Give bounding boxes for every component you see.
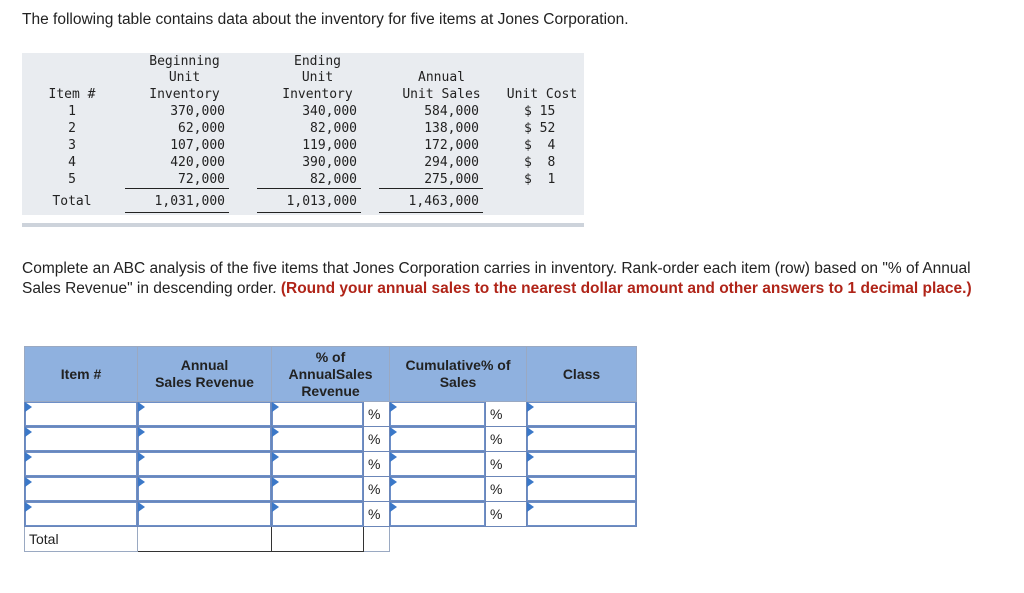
class-input-field[interactable] (527, 502, 640, 526)
class-input[interactable] (527, 452, 637, 477)
pct-symbol: % (364, 427, 390, 452)
table-row (25, 427, 637, 452)
pct-input[interactable] (272, 452, 364, 477)
row-2-beginning: 62,000 (178, 121, 225, 136)
row-2-item: 2 (68, 121, 76, 136)
cumulative-input[interactable] (390, 427, 486, 452)
cumulative-pct-symbol: % (486, 427, 527, 452)
header-annual-1: Annual (418, 70, 465, 85)
row-4-cost: $ 8 (524, 155, 556, 170)
total-blank-cell (527, 527, 637, 552)
cumulative-pct-symbol: % (486, 502, 527, 527)
pct-input[interactable] (272, 502, 364, 527)
class-input[interactable] (527, 477, 637, 502)
cumulative-input-field[interactable] (390, 502, 489, 526)
total-revenue-input[interactable] (138, 527, 272, 552)
item-input[interactable] (25, 502, 138, 527)
pct-input-field[interactable] (272, 477, 367, 501)
cumulative-input-field[interactable] (390, 477, 489, 501)
row-3-item: 3 (68, 138, 76, 153)
total-revenue-input-field[interactable] (138, 527, 275, 551)
header-beginning-1: Beginning (149, 54, 220, 69)
header-unit-cost: Unit Cost (506, 87, 578, 102)
item-input[interactable] (25, 477, 138, 502)
header-beginning-3: Inventory (149, 87, 220, 102)
total-blank-cell (390, 527, 486, 552)
class-input-field[interactable] (527, 477, 640, 501)
cumulative-input-field[interactable] (390, 452, 489, 476)
pct-input-field[interactable] (272, 502, 367, 526)
pct-input[interactable] (272, 477, 364, 502)
class-input[interactable] (527, 502, 637, 527)
pct-input[interactable] (272, 402, 364, 427)
item-input[interactable] (25, 427, 138, 452)
row-4-ending: 390,000 (302, 155, 357, 170)
row-1-item: 1 (68, 104, 76, 119)
total-empty-cell (364, 527, 390, 552)
inventory-table (22, 53, 584, 215)
header-beginning-2: Unit (168, 70, 201, 85)
total-row (25, 527, 637, 552)
header-annual-2: Unit Sales (402, 87, 481, 102)
col-header-pct: % of AnnualSales Revenue (272, 347, 390, 402)
revenue-input[interactable] (138, 477, 272, 502)
total-row-label: Total (25, 527, 138, 552)
row-2-cost: $ 52 (524, 121, 556, 136)
row-1-cost: $ 15 (524, 104, 556, 119)
item-input-field[interactable] (25, 502, 141, 526)
item-input-field[interactable] (25, 427, 141, 451)
row-5-ending: 82,000 (310, 172, 357, 187)
revenue-input-field[interactable] (138, 452, 275, 476)
total-ending: 1,013,000 (286, 194, 357, 209)
class-input-field[interactable] (527, 402, 640, 426)
row-5-annual: 275,000 (424, 172, 479, 187)
intro-text: The following table contains data about the inventory for five items at Jones Corporation. (22, 11, 629, 28)
cumulative-input[interactable] (390, 477, 486, 502)
cumulative-input-field[interactable] (390, 427, 489, 451)
revenue-input[interactable] (138, 402, 272, 427)
cumulative-input[interactable] (390, 502, 486, 527)
total-blank-cell (486, 527, 527, 552)
instructions (22, 259, 982, 299)
pct-symbol: % (364, 502, 390, 527)
total-annual: 1,463,000 (408, 194, 479, 209)
row-5-cost: $ 1 (524, 172, 556, 187)
revenue-input[interactable] (138, 502, 272, 527)
total-beginning: 1,031,000 (154, 194, 225, 209)
col-header-revenue: Annual Sales Revenue (138, 347, 272, 402)
total-rule-beginning (125, 188, 229, 189)
class-input[interactable] (527, 402, 637, 427)
row-3-annual: 172,000 (424, 138, 479, 153)
class-input-field[interactable] (527, 427, 640, 451)
cumulative-pct-symbol: % (486, 452, 527, 477)
header-ending-3: Inventory (282, 87, 353, 102)
total-pct-input[interactable] (272, 527, 364, 552)
cumulative-input[interactable] (390, 452, 486, 477)
item-input[interactable] (25, 402, 138, 427)
col-header-item: Item # (25, 347, 138, 402)
row-2-ending: 82,000 (310, 121, 357, 136)
table-bottom-rule (22, 223, 584, 227)
revenue-input-field[interactable] (138, 427, 275, 451)
row-1-ending: 340,000 (302, 104, 357, 119)
item-input[interactable] (25, 452, 138, 477)
revenue-input-field[interactable] (138, 502, 275, 526)
cumulative-pct-symbol: % (486, 477, 527, 502)
table-row (25, 402, 637, 427)
pct-symbol: % (364, 402, 390, 427)
table-row (25, 452, 637, 477)
total-double-rule-beginning (125, 212, 229, 213)
cumulative-pct-symbol: % (486, 402, 527, 427)
pct-symbol: % (364, 477, 390, 502)
total-label: Total (52, 194, 92, 209)
total-rule-annual (379, 188, 483, 189)
pct-input-field[interactable] (272, 427, 367, 451)
pct-input[interactable] (272, 427, 364, 452)
rounding-note: (Round your annual sales to the nearest dollar amount and other answers to 1 decimal place.) (280, 280, 972, 297)
total-double-rule-ending (257, 212, 361, 213)
item-input-field[interactable] (25, 452, 141, 476)
total-pct-input-field[interactable] (272, 527, 367, 551)
header-item: Item # (48, 87, 96, 102)
pct-input-field[interactable] (272, 452, 367, 476)
class-input-field[interactable] (527, 452, 640, 476)
revenue-input-field[interactable] (138, 477, 275, 501)
row-2-annual: 138,000 (424, 121, 479, 136)
row-5-beginning: 72,000 (178, 172, 225, 187)
row-4-item: 4 (68, 155, 76, 170)
row-3-cost: $ 4 (524, 138, 556, 153)
cumulative-input[interactable] (390, 402, 486, 427)
col-header-cumulative: Cumulative% of Sales (390, 347, 527, 402)
total-double-rule-annual (379, 212, 483, 213)
revenue-input[interactable] (138, 427, 272, 452)
row-4-annual: 294,000 (424, 155, 479, 170)
header-ending-1: Ending (294, 54, 341, 69)
class-input[interactable] (527, 427, 637, 452)
row-4-beginning: 420,000 (170, 155, 225, 170)
header-ending-2: Unit (301, 70, 334, 85)
revenue-input-field[interactable] (138, 402, 275, 426)
cumulative-input-field[interactable] (390, 402, 489, 426)
row-3-ending: 119,000 (302, 138, 357, 153)
row-1-beginning: 370,000 (170, 104, 225, 119)
pct-symbol: % (364, 452, 390, 477)
table-row (25, 502, 637, 527)
row-3-beginning: 107,000 (170, 138, 225, 153)
table-row (25, 477, 637, 502)
row-1-annual: 584,000 (424, 104, 479, 119)
instructions-text: Complete an ABC analysis of the five items that Jones Corporation carries in inventory. Rank-order each item (row) based on "% of Annual Sales Revenue" in descending order. (22, 260, 971, 297)
revenue-input[interactable] (138, 452, 272, 477)
col-header-class: Class (527, 347, 637, 402)
pct-input-field[interactable] (272, 402, 367, 426)
item-input-field[interactable] (25, 477, 141, 501)
abc-analysis-table (24, 346, 637, 552)
total-rule-ending (257, 188, 361, 189)
row-5-item: 5 (68, 172, 76, 187)
item-input-field[interactable] (25, 402, 141, 426)
